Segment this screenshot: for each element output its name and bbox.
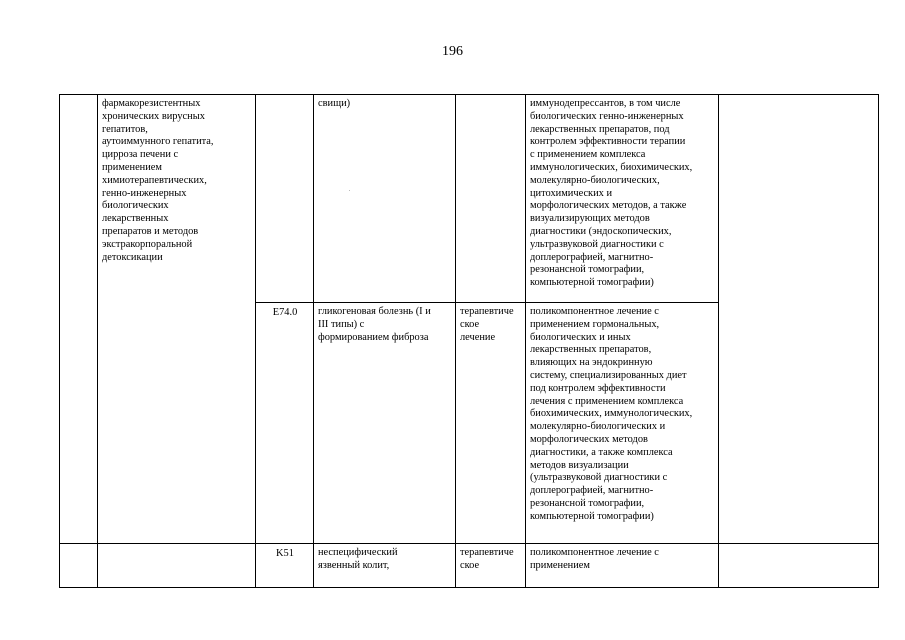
care-profile-cell (98, 544, 256, 588)
care-profile-cell: фармакорезистентных хронических вирусных гепатитов, аутоиммунного гепатита, цирроза печени с применением химиотерапевтических, генно-инженерных биологических лекарственных препаратов и методов экстракорпоральной детоксикации (98, 95, 256, 544)
row-number-cell (60, 544, 98, 588)
table-row (60, 95, 879, 303)
patient-model-cell: свищи) (314, 95, 456, 303)
treatment-type-cell: терапевтиче ское лечение (456, 303, 526, 544)
row-number-cell (60, 95, 98, 544)
page-number: 196 (442, 44, 463, 59)
icd-code-cell (256, 95, 314, 303)
cost-cell (719, 95, 879, 544)
scan-speck (349, 190, 350, 191)
patient-model-cell: гликогеновая болезнь (I и III типы) с формированием фиброза (314, 303, 456, 544)
medical-care-table (59, 94, 879, 588)
treatment-method-cell: поликомпонентное лечение с применением (526, 544, 719, 588)
icd-code-cell: E74.0 (256, 303, 314, 544)
treatment-method-cell: иммунодепрессантов, в том числе биологических генно-инженерных лекарственных препаратов, под контролем эффективности терапии с применением комплекса иммунологических, биохимических, молекулярно-биологических, цитохимических и морфологических методов, а также визуализирующих методов диагностики (эндоскопических, ультразвуковой диагностики с доплерографией, магнитно- резонансной томографии, компьютерной томографии) (526, 95, 719, 303)
treatment-type-cell: терапевтиче ское (456, 544, 526, 588)
treatment-method-cell: поликомпонентное лечение с применением гормональных, биологических и иных лекарственных препаратов, влияющих на эндокринную систему, специализированных диет под контролем эффективности лечения с применением комплекса биохимических, иммунологических, молекулярно-биологических и морфологических методов диагностики, а также комплекса методов визуализации (ультразвуковой диагностики с доплерографией, магнитно- резонансной томографии, компьютерной томографии) (526, 303, 719, 544)
treatment-type-cell (456, 95, 526, 303)
cost-cell (719, 544, 879, 588)
patient-model-cell: неспецифический язвенный колит, (314, 544, 456, 588)
table-row (60, 544, 879, 588)
icd-code-cell: K51 (256, 544, 314, 588)
